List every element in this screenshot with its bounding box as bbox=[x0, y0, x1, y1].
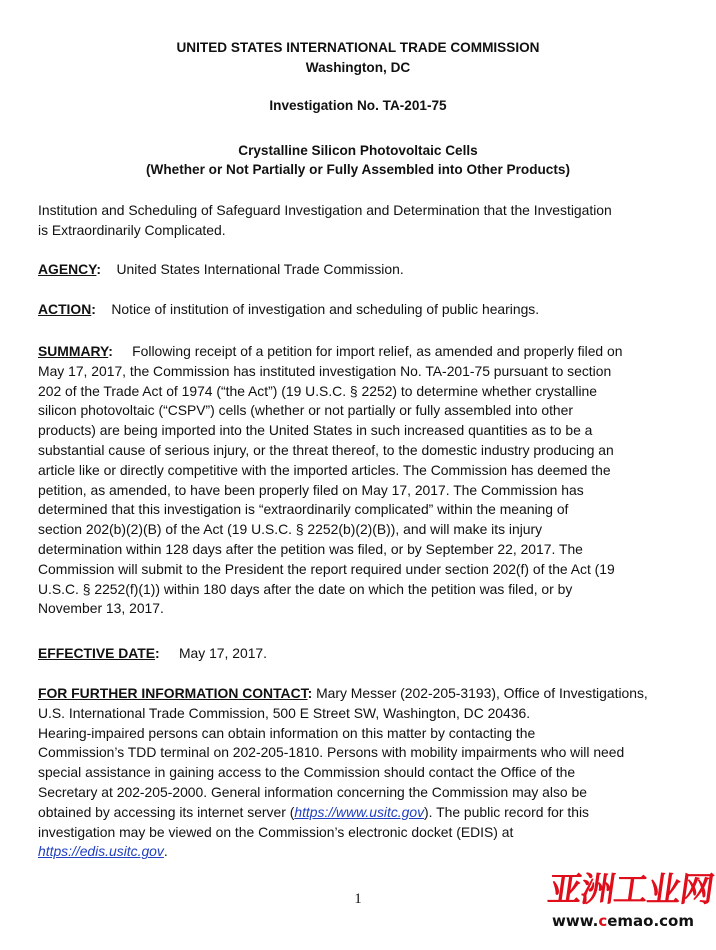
effective-date-text: May 17, 2017. bbox=[178, 645, 268, 661]
contact-line: Secretary at 202-205-2000. General information concerning the Commission may also be bbox=[38, 783, 587, 800]
agency-text: United States International Trade Commission. bbox=[116, 261, 404, 277]
contact-line: U.S. International Trade Commission, 500 E Street SW, Washington, DC 20436. bbox=[38, 704, 531, 721]
intro-paragraph bbox=[38, 201, 678, 241]
contact-line: Hearing-impaired persons can obtain information on this matter by contacting the bbox=[38, 724, 536, 741]
product-subtitle: (Whether or Not Partially or Fully Assembled into Other Products) bbox=[146, 162, 570, 177]
agency-label: AGENCY bbox=[38, 261, 97, 277]
summary-first-line: Following receipt of a petition for import relief, as amended and properly filed on bbox=[132, 343, 623, 359]
summary-line: silicon photovoltaic (“CSPV”) cells (whether or not partially or fully assembled into other bbox=[38, 402, 574, 419]
summary-line: 202 of the Trade Act of 1974 (“the Act”) (19 U.S.C. § 2252) to determine whether crystalline bbox=[38, 382, 598, 399]
intro-line: Institution and Scheduling of Safeguard Investigation and Determination that the Investigation bbox=[38, 202, 612, 218]
contact-first-line: Mary Messer (202-205-3193), Office of Investigations, bbox=[316, 685, 648, 701]
agency-section: AGENCY: United States International Trade Commission. bbox=[38, 261, 404, 277]
summary-line: article like or directly competitive with the imported articles. The Commission has deemed the bbox=[38, 461, 611, 478]
contact-line: investigation may be viewed on the Commission’s electronic docket (EDIS) at bbox=[38, 823, 514, 840]
commission-city: Washington, DC bbox=[305, 60, 411, 75]
effective-date-section: EFFECTIVE DATE: May 17, 2017. bbox=[38, 645, 268, 661]
action-text: Notice of institution of investigation and scheduling of public hearings. bbox=[111, 301, 540, 317]
summary-line: section 202(b)(2)(B) of the Act (19 U.S.C. § 2252(b)(2)(B)), and will make its injury bbox=[38, 521, 543, 538]
usitc-website-link[interactable]: https://www.usitc.gov bbox=[294, 803, 425, 820]
contact-section: FOR FURTHER INFORMATION CONTACT: Mary Messer (202-205-3193), Office of Investigations, U.S. International Trade Commission, 500 E Street SW, Washington, DC 20436. Hearing-impaired persons can obtain information on this matter by contacting the Commission’s TDD terminal on 202-205-1810. Persons with mobility impairments who will need special assistance in gaining access to the Commission should contact the Office of the Secretary at 202-205-2000. General information concerning the Commission may also be obtained by accessing its internet server (https://www.usitc.gov). The public record for this investigation may be viewed on the Commission’s electronic docket (EDIS) at https://edis.usitc.gov. bbox=[38, 684, 678, 862]
summary-line: petition, as amended, to have been properly filed on May 17, 2017. The Commission has bbox=[38, 481, 584, 498]
action-section: ACTION: Notice of institution of investigation and scheduling of public hearings. bbox=[38, 301, 540, 317]
edis-website-link[interactable]: https://edis.usitc.gov bbox=[38, 843, 164, 860]
action-label: ACTION bbox=[38, 301, 92, 317]
summary-line: determination within 128 days after the petition was filed, or by September 22, 2017. The bbox=[38, 540, 583, 557]
effective-date-label: EFFECTIVE DATE bbox=[38, 645, 156, 661]
watermark-url-mark: c bbox=[598, 912, 608, 930]
summary-line: products) are being imported into the United States in such increased quantities as to be a bbox=[38, 422, 593, 439]
summary-line: determined that this investigation is “extraordinarily complicated” within the meaning of bbox=[38, 501, 569, 518]
summary-line: May 17, 2017, the Commission has instituted investigation No. TA-201-75 pursuant to section bbox=[38, 362, 612, 379]
contact-line: Commission’s TDD terminal on 202-205-1810. Persons with mobility impairments who will need bbox=[38, 744, 625, 761]
product-title: Crystalline Silicon Photovoltaic Cells bbox=[238, 143, 478, 158]
contact-web-suffix: ). The public record for this bbox=[424, 803, 590, 820]
commission-title: UNITED STATES INTERNATIONAL TRADE COMMISSION bbox=[176, 40, 540, 55]
contact-line: special assistance in gaining access to the Commission should contact the Office of the bbox=[38, 764, 576, 781]
contact-web-prefix: obtained by accessing its internet server ( bbox=[38, 803, 295, 820]
summary-line: substantial cause of serious injury, or the threat thereof, to the domestic industry producing an bbox=[38, 441, 614, 458]
summary-line: November 13, 2017. bbox=[38, 600, 164, 617]
watermark-url-suffix: emao.com bbox=[607, 912, 694, 930]
watermark-logo bbox=[540, 868, 716, 950]
watermark-brand: 亚洲工业网 bbox=[545, 870, 716, 910]
edis-link-period: . bbox=[163, 843, 168, 860]
contact-label: FOR FURTHER INFORMATION CONTACT bbox=[38, 685, 308, 701]
investigation-number: Investigation No. TA-201-75 bbox=[269, 98, 447, 113]
summary-line: Commission will submit to the President the report required under section 202(f) of the Act (19 bbox=[38, 560, 615, 577]
page-number: 1 bbox=[354, 891, 362, 907]
summary-line: U.S.C. § 2252(f)(1)) within 180 days after the date on which the petition was filed, or by bbox=[38, 580, 573, 597]
summary-label: SUMMARY bbox=[38, 343, 109, 359]
watermark-url-prefix: www. bbox=[552, 912, 599, 930]
watermark-url bbox=[552, 912, 694, 930]
intro-line: is Extraordinarily Complicated. bbox=[38, 221, 226, 238]
summary-section: SUMMARY: Following receipt of a petition for import relief, as amended and properly filed on May 17, 2017, the Commission has instituted investigation No. TA-201-75 pursuant to section 202 of the Trade Act of 1974 (“the Act”) (19 U.S.C. § 2252) to determine whether crystalline silicon photovoltaic (“CSPV”) cells (whether or not partially or fully assembled into other products) are being imported into the United States in such increased quantities as to be a substantial cause of serious injury, or the threat thereof, to the domestic industry producing an article like or directly competitive with the imported articles. The Commission has deemed the petition, as amended, to have been properly filed on May 17, 2017. The Commission has determined that this investigation is “extraordinarily complicated” within the meaning of section 202(b)(2)(B) of the Act (19 U.S.C. § 2252(b)(2)(B)), and will make its injury determination within 128 days after the petition was filed, or by September 22, 2017. The Commission will submit to the President the report required under section 202(f) of the Act (19 U.S.C. § 2252(f)(1)) within 180 days after the date on which the petition was filed, or by November 13, 2017. bbox=[38, 342, 678, 619]
